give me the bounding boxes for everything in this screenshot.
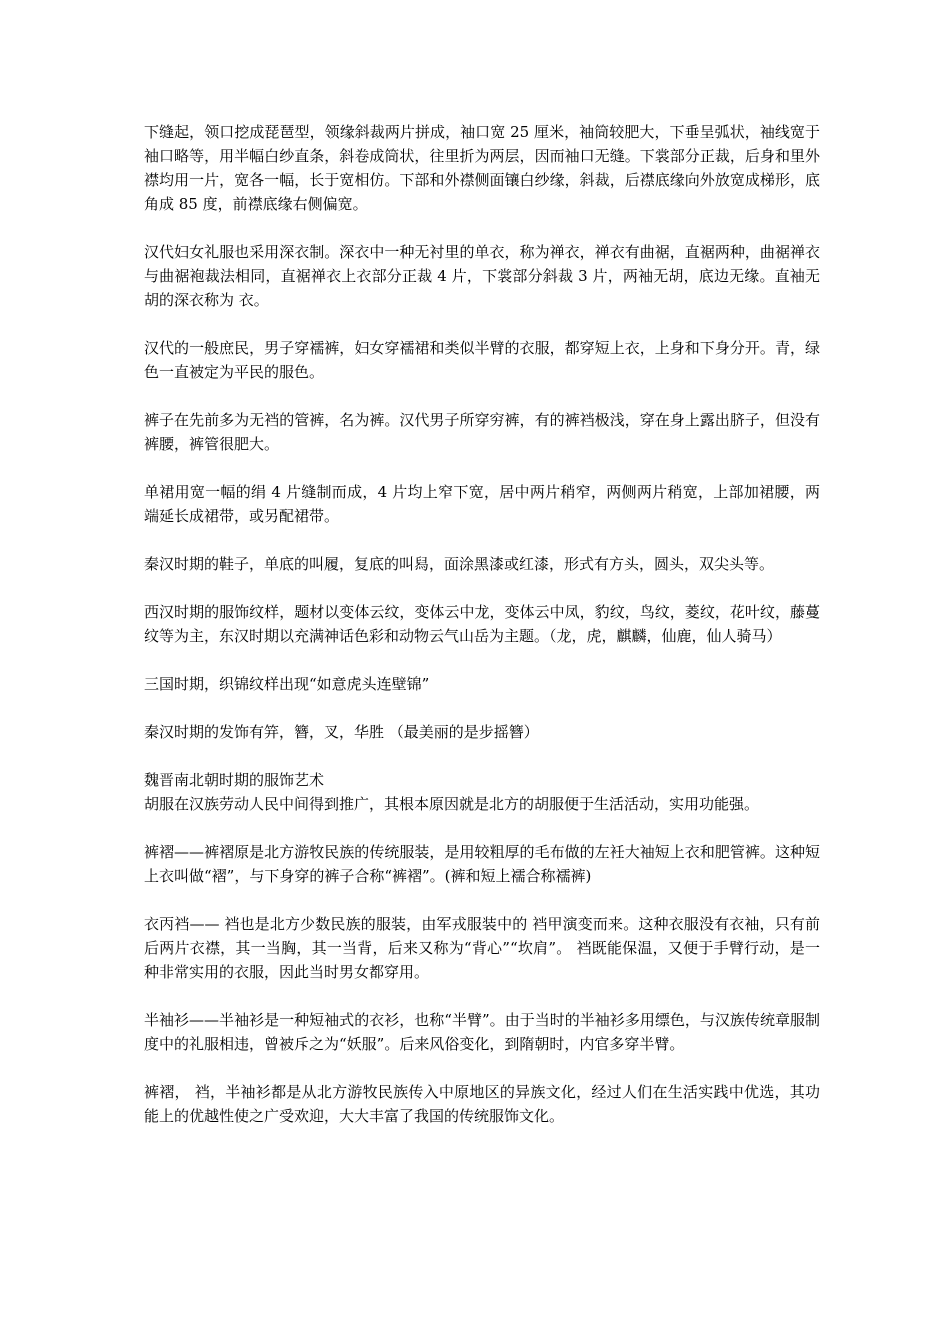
paragraph-hair-ornaments: 秦汉时期的发饰有笄，簪，叉，华胜 （最美丽的是步摇簪） — [144, 723, 539, 741]
section-heading-wei-jin: 魏晋南北朝时期的服饰艺术 — [144, 771, 325, 789]
paragraph-patterns: 西汉时期的服饰纹样，题材以变体云纹，变体云中龙，变体云中凤，豹纹，鸟纹，菱纹，花叶纹，藤蔓纹等为主，东汉时期以充满神话色彩和动物云气山岳为主题。（龙，虎，麒麟，仙鹿，仙人骑马） — [144, 603, 820, 645]
paragraph-liangdang: 衣丙裆—— 裆也是北方少数民族的服装，由军戎服装中的 裆甲演变而来。这种衣服没有衣袖，只有前后两片衣襟，其一当胸，其一当背，后来又称为“背心”“坎肩”。 裆既能保温，又便于手臂行动，是一种非常实用的衣服，因此当时男女都穿用。 — [144, 915, 820, 981]
paragraph-brocade: 三国时期，织锦纹样出现“如意虎头连壁锦” — [144, 675, 430, 693]
paragraph-trousers: 裤子在先前多为无裆的管裤，名为裤。汉代男子所穿穷裤，有的裤裆极浅，穿在身上露出脐子，但没有裤腰，裤管很肥大。 — [144, 411, 820, 453]
paragraph-half-sleeve: 半袖衫——半袖衫是一种短袖式的衣衫，也称“半臂”。由于当时的半袖衫多用缥色，与汉族传统章服制度中的礼服相违，曾被斥之为“妖服”。后来风俗变化，到隋朝时，内官多穿半臂。 — [144, 1011, 820, 1053]
paragraph-hu-dress: 胡服在汉族劳动人民中间得到推广，其根本原因就是北方的胡服便于生活活动，实用功能强。 — [144, 795, 760, 813]
paragraph-summary: 裤褶， 裆，半袖衫都是从北方游牧民族传入中原地区的异族文化，经过人们在生活实践中优选，其功能上的优越性使之广受欢迎，大大丰富了我国的传统服饰文化。 — [144, 1083, 820, 1125]
document-body — [144, 120, 820, 1152]
paragraph-women-ritual-dress: 汉代妇女礼服也采用深衣制。深衣中一种无衬里的单衣，称为禅衣，禅衣有曲裾，直裾两种，曲裾禅衣与曲裾袍裁法相同，直裾禅衣上衣部分正裁 4 片，下裳部分斜裁 3 片，两袖无胡，底边无缘。直袖无胡的深衣称为 衣。 — [144, 243, 820, 309]
paragraph-skirt: 单裙用宽一幅的绢 4 片缝制而成，4 片均上窄下宽，居中两片稍窄，两侧两片稍宽，上部加裙腰，两端延长成裙带，或另配裙带。 — [144, 483, 820, 525]
paragraph-commoners-dress: 汉代的一般庶民，男子穿襦裤，妇女穿襦裙和类似半臂的衣服，都穿短上衣，上身和下身分开。青，绿色一直被定为平民的服色。 — [144, 339, 820, 381]
paragraph-shoes: 秦汉时期的鞋子，单底的叫履，复底的叫舄，面涂黑漆或红漆，形式有方头，圆头，双尖头等。 — [144, 555, 775, 573]
paragraph-kuzhe: 裤褶——裤褶原是北方游牧民族的传统服装，是用较粗厚的毛布做的左衽大袖短上衣和肥管裤。这种短上衣叫做“褶”，与下身穿的裤子合称“裤褶”。(裤和短上襦合称襦裤) — [144, 843, 820, 885]
paragraph-sleeve-cut: 下缝起，领口挖成琵琶型，领缘斜裁两片拼成，袖口宽 25 厘米，袖筒较肥大，下垂呈弧状，袖线宽于袖口略等，用半幅白纱直条，斜卷成筒状，往里折为两层，因而袖口无缝。下裳部分正裁，后身和里外襟均用一片，宽各一幅，长于宽相仿。下部和外襟侧面镶白纱缘，斜裁，后襟底缘向外放宽成梯形，底角成 85 度，前襟底缘右侧偏宽。 — [144, 123, 820, 213]
